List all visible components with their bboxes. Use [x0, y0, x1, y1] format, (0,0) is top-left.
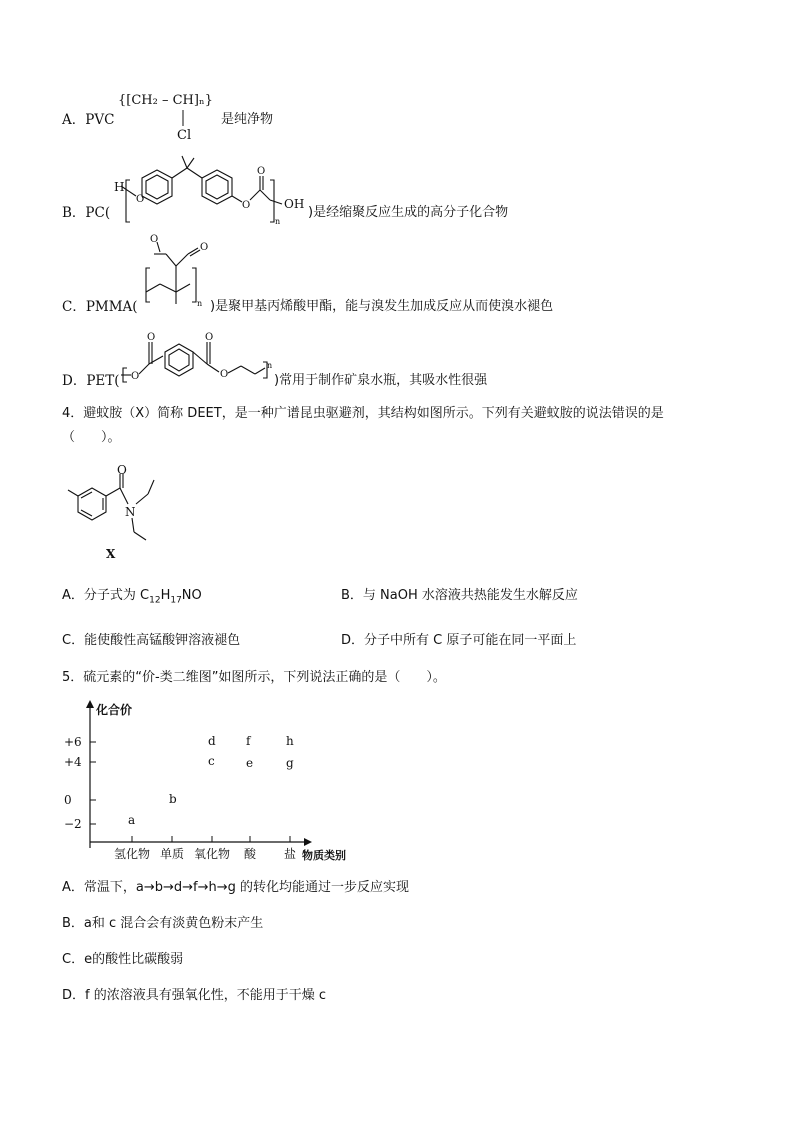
pvc-bond	[178, 110, 188, 128]
pet-structure	[117, 328, 277, 383]
y-tick-label: 0	[64, 793, 72, 807]
deet-label: X	[106, 547, 116, 561]
q5-stem: 5．硫元素的“价-类二维图”如图所示，下列说法正确的是（ ）。	[62, 670, 446, 685]
q3-option-c-text: )是聚甲基丙烯酸甲酯，能与溴发生加成反应从而使溴水褪色	[210, 299, 554, 314]
chart-x-title: 物质类别	[302, 849, 346, 862]
chart-x-arrow	[304, 838, 312, 846]
pc-o3: O	[257, 166, 266, 177]
q4-option-b: B．与 NaOH 水溶液共热能发生水解反应	[341, 588, 578, 603]
q3-option-d-label: D．PET(	[62, 373, 120, 389]
q5-option-a: A．常温下，a→b→d→f→h→g 的转化均能通过一步反应实现	[62, 880, 410, 895]
pmma-o1: O	[150, 234, 159, 245]
q3-option-a-text: 是纯净物	[221, 112, 274, 127]
pet-o4: O	[220, 369, 229, 380]
pet-o2: O	[147, 332, 156, 343]
q4-option-a-sub1: 12	[149, 595, 161, 606]
q3-option-a	[62, 111, 114, 129]
pet-n: n	[267, 361, 273, 370]
pmma-o2: O	[200, 242, 209, 253]
q3-option-d-text: )常用于制作矿泉水瓶，其吸水性很强	[274, 373, 488, 388]
pet-o1: O	[131, 371, 140, 382]
deet-o: O	[117, 463, 127, 477]
y-tick-label: −2	[64, 817, 82, 831]
q4-option-d: D．分子中所有 C 原子可能在同一平面上	[341, 633, 577, 648]
q5-option-b: B．a和 c 混合会有淡黄色粉末产生	[62, 916, 264, 931]
q3-option-c-label: C．PMMA(	[62, 299, 138, 315]
y-tick-label: +4	[64, 755, 82, 769]
chart-point-g: g	[286, 756, 294, 770]
pvc-structure-top: {[CH₂ – CH]ₙ}	[118, 93, 213, 108]
x-tick-label: 单质	[159, 847, 185, 861]
deet-n: N	[125, 505, 136, 519]
q4-option-c: C．能使酸性高锰酸钾溶液褪色	[62, 633, 241, 648]
pc-o1: O	[136, 194, 145, 205]
q4-option-a-text: A．分子式为 C	[62, 588, 150, 603]
chart-point-f: f	[246, 734, 251, 748]
x-tick-label: 氧化物	[193, 847, 231, 861]
chart-y-title: 化合价	[96, 703, 133, 717]
chart-point-c: c	[208, 754, 215, 768]
pc-o2: O	[242, 200, 251, 211]
pet-o3: O	[205, 332, 214, 343]
pc-oh: OH	[284, 197, 305, 211]
sulfur-valence-chart	[62, 700, 362, 860]
pc-h: H	[114, 180, 125, 194]
pvc-structure-cl: Cl	[177, 128, 192, 143]
chart-point-e: e	[246, 756, 254, 770]
q5-option-c: C．e的酸性比碳酸弱	[62, 952, 184, 967]
chart-point-h: h	[286, 734, 294, 748]
deet-structure	[62, 463, 182, 561]
pmma-n: n	[197, 299, 203, 308]
q4-option-a-sub2: 17	[170, 595, 182, 606]
chart-point-b: b	[169, 792, 177, 806]
chart-point-a: a	[128, 813, 136, 827]
x-tick-label: 盐	[283, 847, 297, 861]
q3-option-b-text: )是经缩聚反应生成的高分子化合物	[308, 205, 509, 220]
chart-point-d: d	[208, 734, 216, 748]
q4-option-a-mid: H	[160, 588, 171, 603]
q4-option-a	[62, 587, 202, 610]
x-tick-label: 氢化物	[113, 847, 151, 861]
y-tick-label: +6	[64, 735, 82, 749]
chart-y-arrow	[86, 700, 94, 708]
q5-option-d: D．f 的浓溶液具有强氧化性，不能用于干燥 c	[62, 988, 326, 1003]
q4-stem-line1: 4．避蚊胺（X）简称 DEET，是一种广谱昆虫驱避剂，其结构如图所示。下列有关避蚊胺的说法错误的是	[62, 406, 664, 421]
q3-option-a-label: A．PVC	[62, 112, 115, 128]
q3-option-b-label: B．PC(	[62, 205, 111, 221]
pc-structure	[112, 150, 312, 230]
pc-n: n	[275, 217, 281, 226]
q4-stem-line2: （ ）。	[62, 430, 121, 445]
x-tick-label: 酸	[243, 847, 257, 861]
q4-option-a-post: NO	[181, 588, 202, 603]
